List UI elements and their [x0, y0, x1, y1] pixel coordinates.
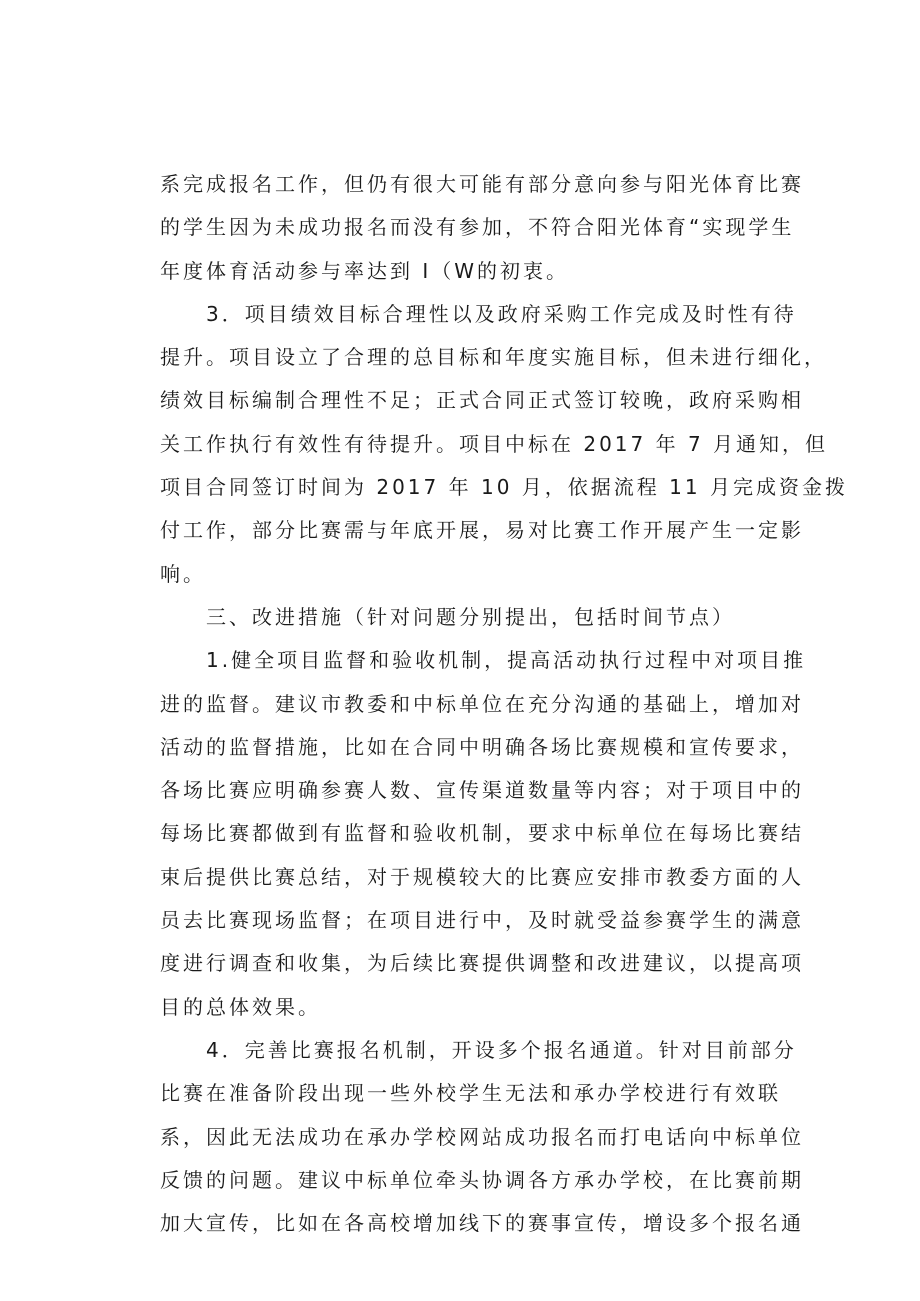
- section-heading: 三、改进措施（针对问题分别提出，包括时间节点）: [206, 604, 735, 629]
- text-line: 束后提供比赛总结，对于规模较大的比赛应安排市教委方面的人: [160, 864, 804, 889]
- text-line: 目的总体效果。: [160, 994, 321, 1019]
- text-line: 比赛在准备阶段出现一些外校学生无法和承办学校进行有效联: [160, 1081, 781, 1106]
- text-line: 系，因此无法成功在承办学校网站成功报名而打电话向中标单位: [160, 1124, 804, 1149]
- text-line: 反馈的问题。建议中标单位牵头协调各方承办学校，在比赛前期: [160, 1167, 804, 1192]
- text-line: 加大宣传，比如在各高校增加线下的赛事宣传，增设多个报名通: [160, 1211, 804, 1236]
- text-line: 绩效目标编制合理性不足；正式合同正式签订较晚，政府采购相: [160, 388, 804, 413]
- text-line: 年度体育活动参与率达到 I（W的初衷。: [160, 258, 570, 283]
- text-line: 员去比赛现场监督；在项目进行中，及时就受益参赛学生的满意: [160, 908, 804, 933]
- text-line: 关工作执行有效性有待提升。项目中标在 2017 年 7 月通知，但: [160, 431, 829, 456]
- document-body: [160, 163, 848, 1245]
- text-line: 度进行调查和收集，为后续比赛提供调整和改进建议，以提高项: [160, 951, 804, 976]
- text-line: 系完成报名工作，但仍有很大可能有部分意向参与阳光体育比赛: [160, 172, 804, 196]
- text-line: 提升。项目设立了合理的总目标和年度实施目标，但未进行细化，: [160, 345, 827, 370]
- text-line: 项目合同签订时间为 2017 年 10 月，依据流程 11 月完成资金拨: [160, 475, 848, 500]
- text-line: 活动的监督措施，比如在合同中明确各场比赛规模和宣传要求，: [160, 734, 804, 759]
- text-line: 各场比赛应明确参赛人数、宣传渠道数量等内容；对于项目中的: [160, 778, 804, 803]
- text-line: 的学生因为未成功报名而没有参加，不符合阳光体育“实现学生: [160, 215, 795, 240]
- text-line: 4．完善比赛报名机制，开设多个报名通道。针对目前部分: [206, 1037, 797, 1062]
- text-line: 响。: [160, 561, 206, 586]
- text-line: 1.健全项目监督和验收机制，提高活动执行过程中对项目推: [206, 648, 807, 673]
- text-line: 3．项目绩效目标合理性以及政府采购工作完成及时性有待: [206, 301, 797, 326]
- text-line: 每场比赛都做到有监督和验收机制，要求中标单位在每场比赛结: [160, 821, 804, 846]
- text-line: 付工作，部分比赛需与年底开展，易对比赛工作开展产生一定影: [160, 518, 804, 543]
- text-line: 进的监督。建议市教委和中标单位在充分沟通的基础上，增加对: [160, 691, 804, 716]
